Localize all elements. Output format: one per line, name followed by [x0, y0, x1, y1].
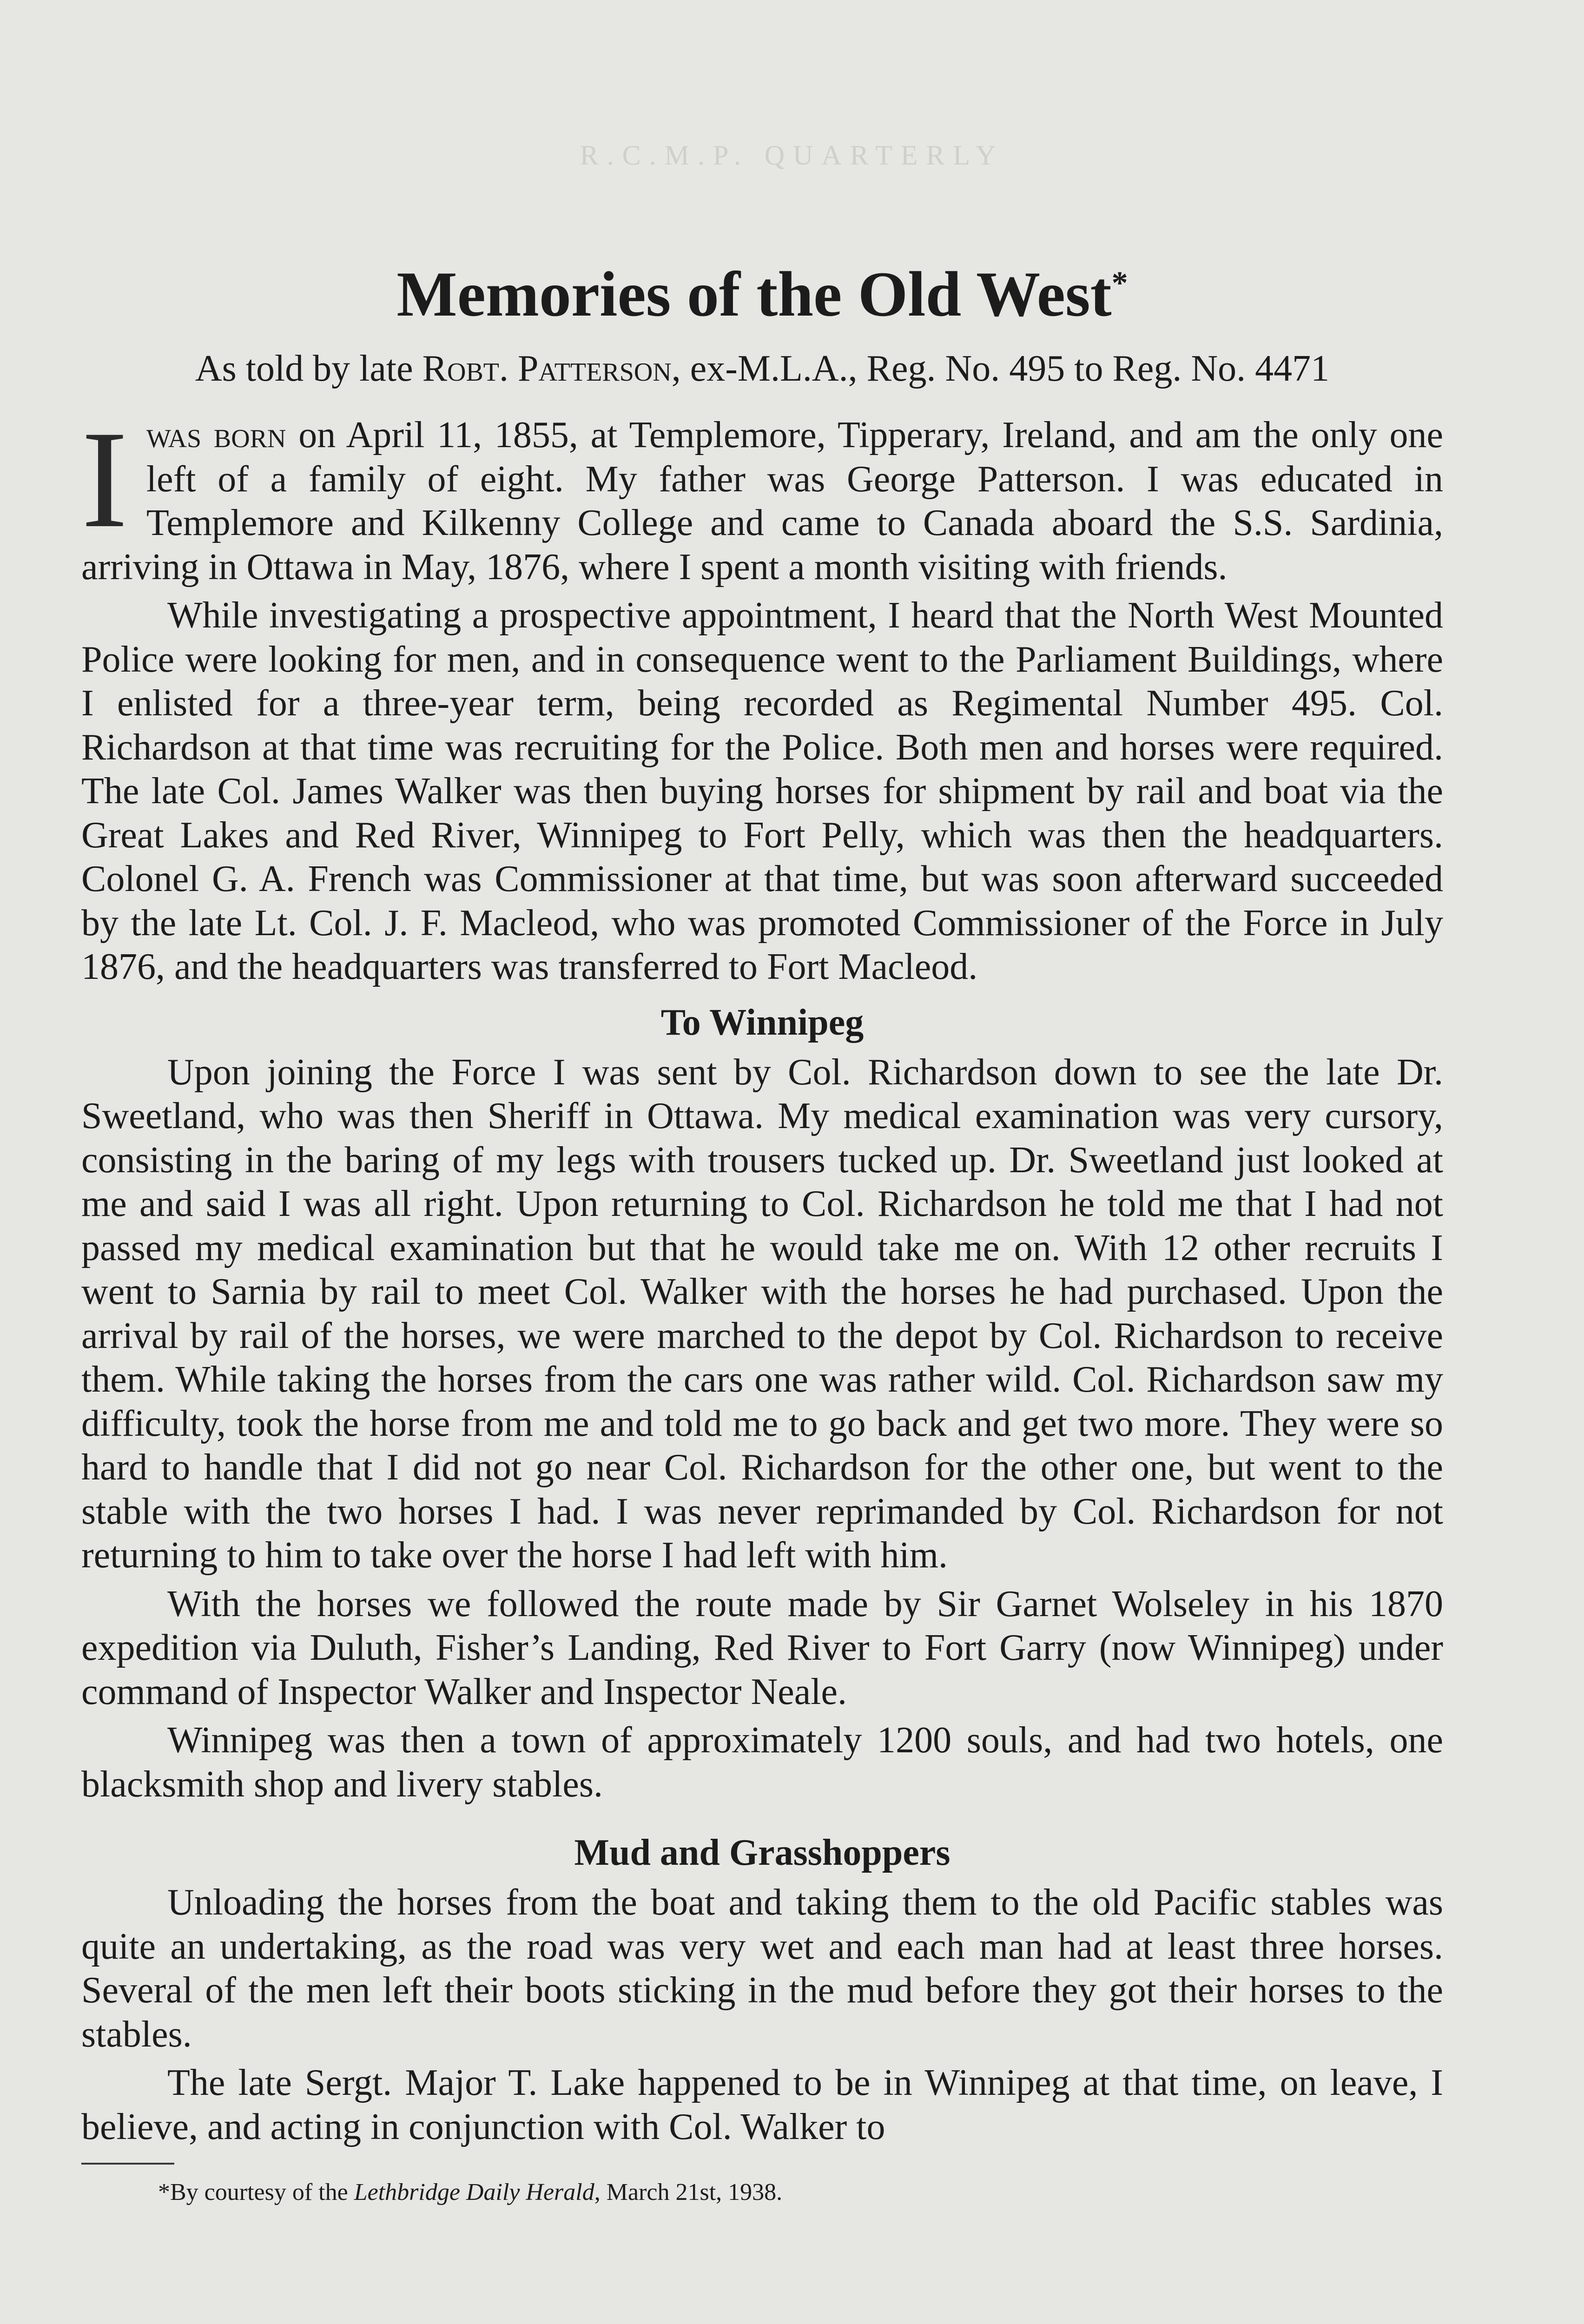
footnote-prefix: *By courtesy of the: [158, 2179, 354, 2205]
paragraph-3: Upon joining the Force I was sent by Col. Richardson down to see the late Dr. Sweetland, who was then Sheriff in Ottawa. My medical examination was very cursory, consisting in the baring of my legs with trousers tucked up. Dr. Sweetland just looked at me and said I was all right. Upon returning to Col. Richardson he told me that I had not passed my medical examination but that he would take me on. With 12 other recruits I went to Sarnia by rail to meet Col. Walker with the horses he had purchased. Upon the arrival by rail of the horses, we were marched to the depot by Col. Richardson to receive them. While taking the horses from the cars one was rather wild. Col. Richardson saw my difficulty, took the horse from me and told me to go back and get two more. They were so hard to handle that I did not go near Col. Richardson for the other one, but went to the stable with the two horses I had. I was never reprimanded by Col. Richardson for not returning to him to take over the horse I had left with him.: [81, 1051, 1443, 1576]
paragraph-1: [81, 402, 1443, 589]
paragraph-4: With the horses we followed the route made by Sir Garnet Wolseley in his 1870 expedition via Duluth, Fisher’s Landing, Red River to Fort Garry (now Winnipeg) under command of Inspector Walker and Inspector Neale.: [81, 1583, 1443, 1712]
drop-cap: I: [81, 402, 128, 556]
byline-prefix: As told by late: [195, 348, 422, 389]
footnote-source: Lethbridge Daily Herald: [354, 2179, 594, 2205]
byline-name: Robt. Patterson: [422, 348, 672, 389]
paragraph-1-text: on April 11, 1855, at Templemore, Tipperary, Ireland, and am the only one left of a family of eight. My father was George Patterson. I was educated in Templemore and Kilkenny College and came to Canada aboard the S.S. Sardinia, arriving in Ottawa in May, 1876, where I spent a month visiting with friends.: [81, 415, 1443, 588]
article-title-text: Memories of the Old West: [396, 258, 1112, 330]
footnote-suffix: , March 21st, 1938.: [594, 2179, 783, 2205]
running-head-bleedthrough: R.C.M.P. QUARTERLY: [580, 140, 1004, 171]
title-footnote-mark: *: [1111, 265, 1128, 301]
section-heading-mud-grasshoppers: Mud and Grasshoppers: [574, 1832, 950, 1873]
paragraph-5: Winnipeg was then a town of approximately 1200 souls, and had two hotels, one blacksmith shop and livery stables.: [81, 1720, 1443, 1805]
article-byline: [81, 341, 1443, 396]
paragraph-2: While investigating a prospective appointment, I heard that the North West Mounted Police were looking for men, and in consequence went to the Parliament Buildings, where I enlisted for a three-year term, being recorded as Regimental Number 495. Col. Richardson at that time was recruiting for the Police. Both men and horses were required. The late Col. James Walker was then buying horses for shipment by rail and boat via the Great Lakes and Red River, Winnipeg to Fort Pelly, which was then the headquarters. Colonel G. A. French was Commissioner at that time, but was soon afterward succeeded by the late Lt. Col. J. F. Macleod, who was promoted Commissioner of the Force in July 1876, and the headquarters was transferred to Fort Macleod.: [81, 595, 1443, 987]
footnote: [81, 2174, 1443, 2211]
section-heading-winnipeg: To Winnipeg: [660, 1002, 864, 1043]
byline-suffix: , ex-M.L.A., Reg. No. 495 to Reg. No. 4471: [671, 348, 1330, 389]
article-body: [81, 242, 1443, 2211]
footnote-rule: [81, 2163, 174, 2165]
article-title: [81, 242, 1443, 336]
paragraph-7: The late Sergt. Major T. Lake happened to be in Winnipeg at that time, on leave, I believe, and acting in conjunction with Col. Walker to: [81, 2062, 1443, 2147]
paragraph-1-lead: was born: [146, 415, 286, 456]
paragraph-6: Unloading the horses from the boat and taking them to the old Pacific stables was quite an undertaking, as the road was very wet and each man had at least three horses. Several of the men left their boots sticking in the mud before they got their horses to the stables.: [81, 1882, 1443, 2055]
